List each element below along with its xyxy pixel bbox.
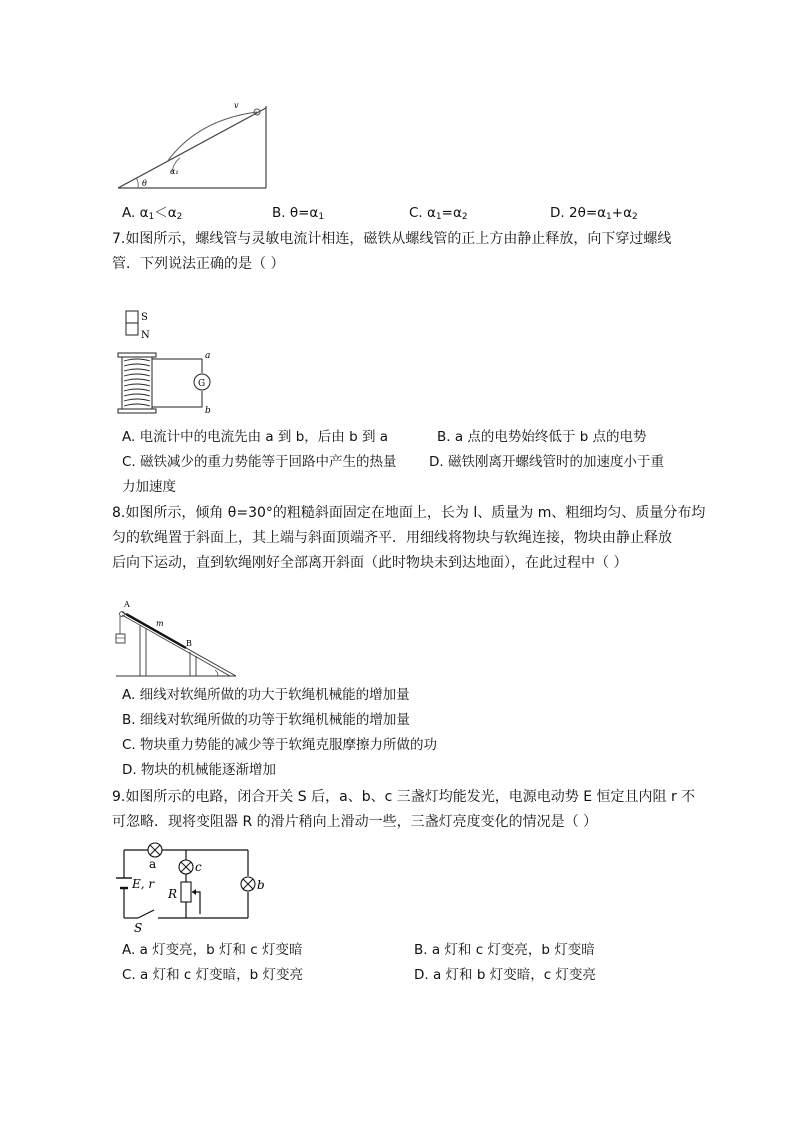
q9-label-c: c: [195, 860, 202, 874]
q6-option-d[interactable]: D. $2\theta=\alpha_1+\alpha_2$: [550, 205, 638, 222]
q8-option-b[interactable]: B. 细线对软绳所做的功等于软绳机械能的增加量: [122, 712, 410, 728]
q6-label-theta: θ: [142, 179, 147, 188]
q8-stem-line-2: 匀的软绳置于斜面上，其上端与斜面顶端齐平．用细线将物块与软绳连接，物块由静止释放: [112, 530, 672, 546]
q7-stem-line-2: 管．下列说法正确的是（ ）: [112, 256, 285, 272]
q9-stem-line-1: 9.如图所示的电路，闭合开关 S 后，a、b、c 三盏灯均能发光，电源电动势 E 恒定且内阻 r 不: [112, 789, 696, 805]
q7-option-b[interactable]: B. a 点的电势始终低于 b 点的电势: [437, 429, 647, 445]
q7-label-b: b: [205, 406, 211, 416]
q9-label-r: R: [168, 887, 178, 901]
q7-option-d-cont: 力加速度: [122, 479, 176, 495]
q8-stem-line-1: 8.如图所示，倾角 θ=30°的粗糙斜面固定在地面上，长为 l、质量为 m、粗细均匀、质量分布均: [112, 505, 706, 521]
q6-label-alpha: α₁: [170, 167, 179, 176]
q6-label-v: v: [234, 101, 239, 110]
q7-solenoid-figure: [110, 305, 220, 417]
q9-label-b: b: [257, 878, 265, 892]
q8-stem-line-3: 后向下运动，直到软绳刚好全部离开斜面（此时物块未到达地面），在此过程中（ ）: [112, 555, 628, 571]
q9-label-s: S: [134, 921, 143, 934]
q8-label-m: m: [156, 619, 164, 628]
q7-label-n: N: [141, 330, 150, 341]
q8-option-c[interactable]: C. 物块重力势能的减少等于软绳克服摩擦力所做的功: [122, 737, 438, 753]
q8-option-d[interactable]: D. 物块的机械能逐渐增加: [122, 762, 276, 778]
q9-option-b[interactable]: B. a 灯和 c 灯变亮，b 灯变暗: [414, 942, 595, 958]
q7-label-g: G: [198, 379, 206, 389]
q8-incline-figure: [112, 596, 242, 682]
q6-option-b[interactable]: B. $\theta=\alpha_1$: [272, 205, 325, 222]
q6-option-c[interactable]: C. $\alpha_1=\alpha_2$: [409, 205, 468, 222]
q9-label-er: E, r: [132, 877, 155, 891]
q6-option-a[interactable]: A. $\alpha_1<\alpha_2$: [122, 205, 183, 222]
q7-label-s: S: [141, 312, 148, 323]
q7-option-c[interactable]: C. 磁铁减少的重力势能等于回路中产生的热量: [122, 454, 397, 470]
q7-option-d[interactable]: D. 磁铁刚离开螺线管时的加速度小于重: [429, 454, 664, 470]
q9-option-c[interactable]: C. a 灯和 c 灯变暗，b 灯变亮: [122, 967, 303, 983]
q9-stem-line-2: 可忽略．现将变阻器 R 的滑片稍向上滑动一些，三盏灯亮度变化的情况是（ ）: [112, 814, 598, 830]
q9-option-a[interactable]: A. a 灯变亮，b 灯和 c 灯变暗: [122, 942, 303, 958]
q7-label-a: a: [205, 351, 211, 361]
q9-label-a: a: [149, 857, 157, 871]
q9-circuit-figure: [112, 838, 272, 934]
q7-stem-line-1: 7.如图所示，螺线管与灵敏电流计相连，磁铁从螺线管的正上方由静止释放，向下穿过螺线: [112, 231, 672, 247]
q8-option-a[interactable]: A. 细线对软绳所做的功大于软绳机械能的增加量: [122, 687, 410, 703]
q7-option-a[interactable]: A. 电流计中的电流先由 a 到 b，后由 b 到 a: [122, 429, 389, 445]
q8-label-b: B: [186, 639, 192, 648]
q6-incline-figure: [112, 100, 272, 192]
q9-option-d[interactable]: D. a 灯和 b 灯变暗，c 灯变亮: [414, 967, 596, 983]
q8-label-a: A: [124, 600, 130, 609]
